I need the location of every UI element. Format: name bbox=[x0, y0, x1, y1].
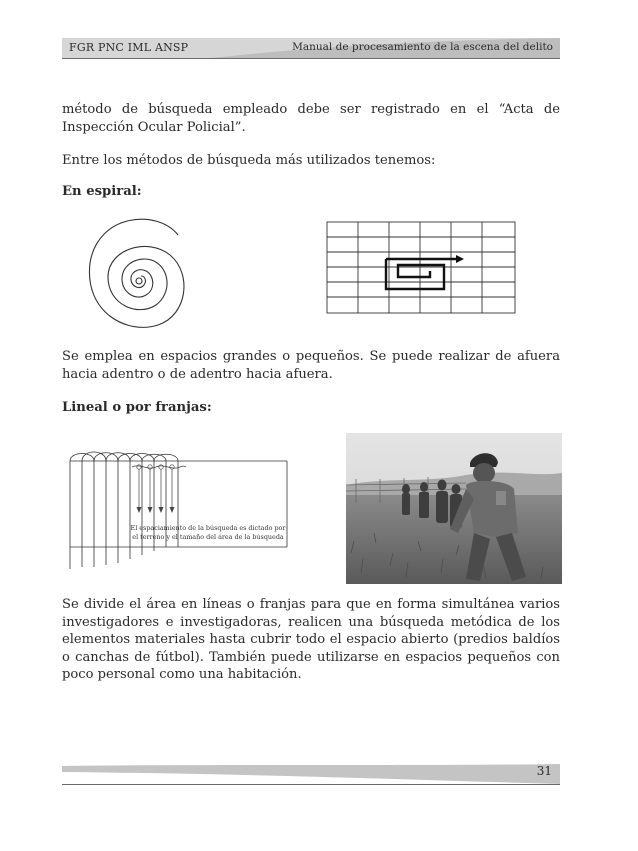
paragraph-intro: método de búsqueda empleado debe ser registrado en el “Acta de Inspección Ocular Policial”. bbox=[62, 102, 560, 135]
page-footer bbox=[62, 758, 560, 788]
paragraph-strip-usage: Se divide el área en líneas o franjas para que en forma simultánea varios investigadores e investigadoras, realicen una búsqueda metódica de los elementos materiales hasta cubrir todo el espacio abierto (predios baldíos o canchas de fútbol). También puede utilizarse en espacios pequeños con poco personal como una habitación. bbox=[62, 597, 560, 682]
strip-search-diagram bbox=[66, 447, 291, 570]
paragraph-spiral-usage: Se emplea en espacios grandes o pequeños. Se puede realizar de afuera hacia adentro o de adentro hacia afuera. bbox=[62, 349, 560, 382]
strip-caption-line-2: el terreno y el tamaño del área de la búsqueda bbox=[132, 533, 284, 541]
strip-caption-line-1: El espaciamiento de la búsqueda es dictado por bbox=[130, 524, 286, 532]
grid-search-diagram bbox=[326, 221, 516, 314]
page-header bbox=[62, 36, 560, 60]
investigators-search-photo bbox=[346, 433, 562, 584]
heading-spiral: En espiral: bbox=[62, 184, 142, 199]
page-number: 31 bbox=[536, 764, 552, 778]
header-manual-title: Manual de procesamiento de la escena del delito bbox=[292, 41, 553, 53]
footer-band bbox=[62, 758, 560, 788]
paragraph-methods: Entre los métodos de búsqueda más utilizados tenemos: bbox=[62, 153, 436, 168]
header-institutions: FGR PNC IML ANSP bbox=[69, 41, 189, 54]
heading-linear: Lineal o por franjas: bbox=[62, 400, 212, 415]
spiral-diagram bbox=[88, 213, 198, 338]
